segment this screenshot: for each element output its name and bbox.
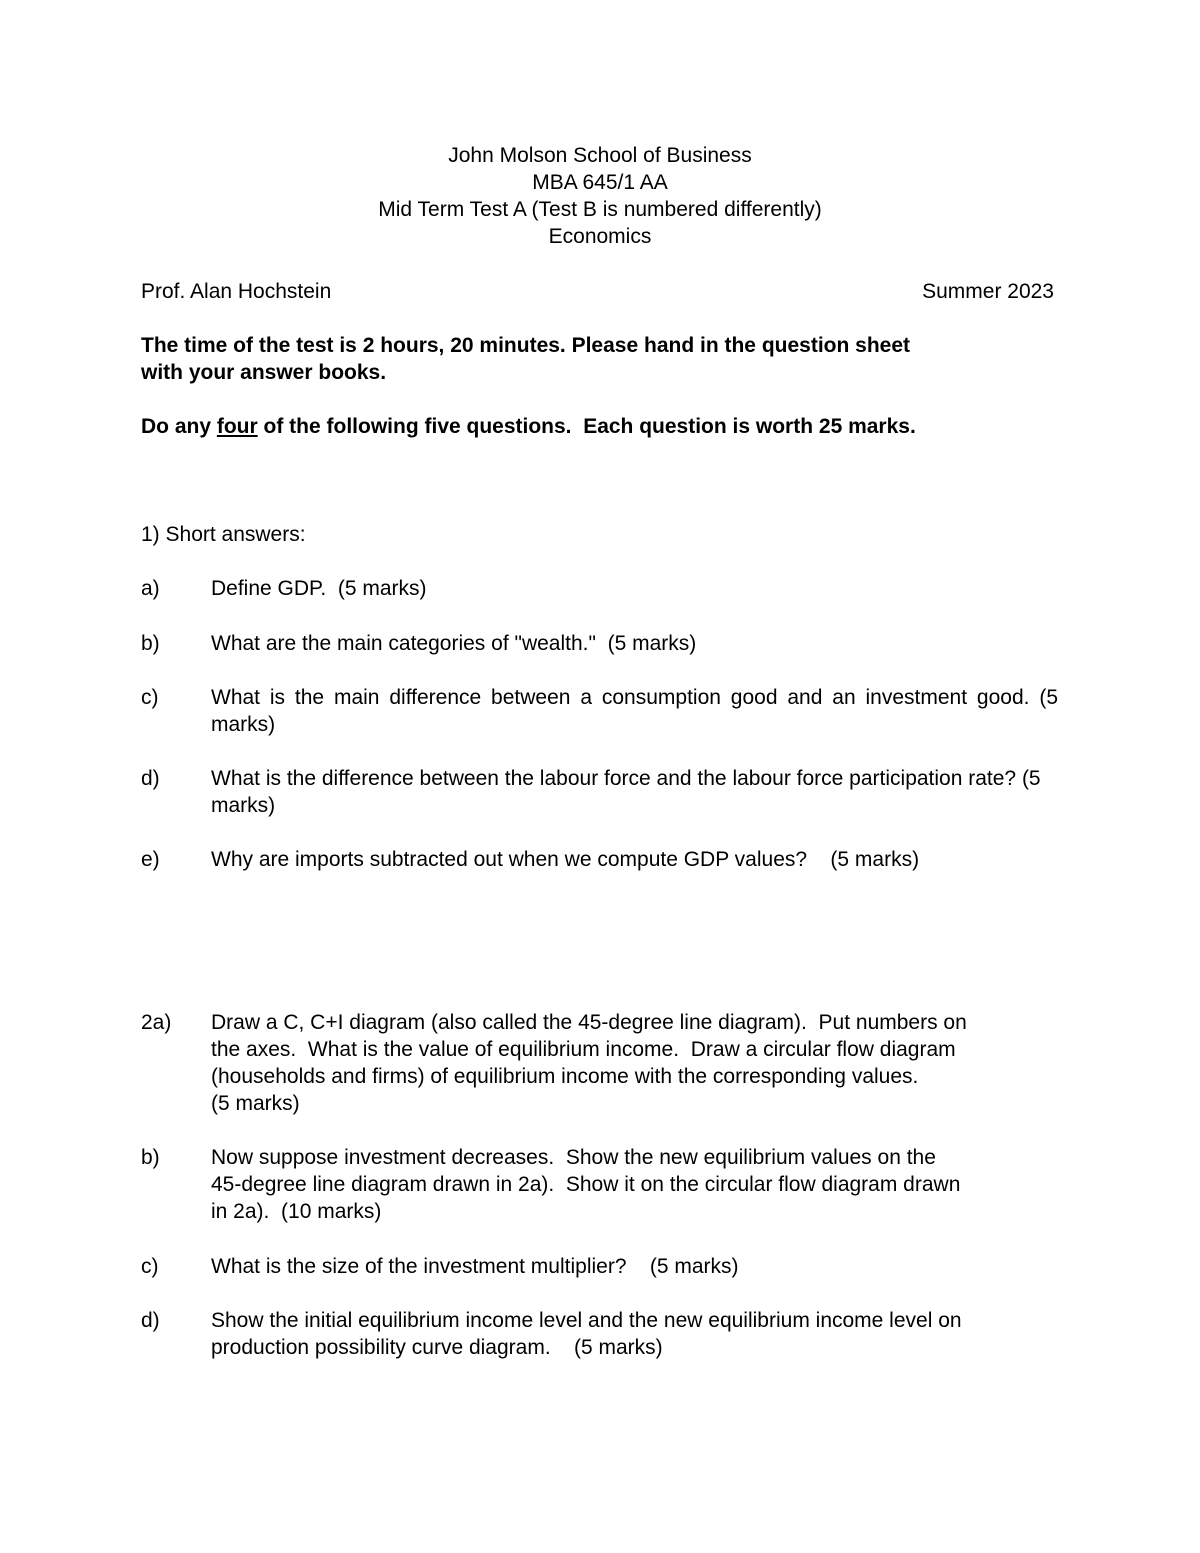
selection-emphasis: four xyxy=(216,415,258,438)
q1a-label: a) xyxy=(141,577,160,600)
q1e-label: e) xyxy=(141,848,160,871)
q2a-label: 2a) xyxy=(141,1011,172,1034)
q2d-text xyxy=(211,1307,1058,1361)
q1d-label: d) xyxy=(141,767,160,790)
q2d-line-2: production possibility curve diagram. (5 marks) xyxy=(211,1336,663,1359)
instructions-line-2: with your answer books. xyxy=(141,361,387,384)
q2d-line-1: Show the initial equilibrium income level and the new equilibrium income level on xyxy=(211,1309,962,1332)
q1b-label: b) xyxy=(141,632,160,655)
q2d-label: d) xyxy=(141,1309,160,1332)
school-name: John Molson School of Business xyxy=(448,144,752,167)
course-code: MBA 645/1 AA xyxy=(532,171,668,194)
q1c-label: c) xyxy=(141,686,159,709)
q1-heading: 1) Short answers: xyxy=(141,523,306,546)
q1b-text: What are the main categories of "wealth." (5 marks) xyxy=(211,632,697,655)
q2b-label: b) xyxy=(141,1146,160,1169)
selection-instruction xyxy=(141,413,916,440)
q2a-text xyxy=(211,1009,1058,1117)
selection-suffix: of the following five questions. Each question is worth 25 marks. xyxy=(257,415,916,438)
q2a-line-1: Draw a C, C+I diagram (also called the 45-degree line diagram). Put numbers on xyxy=(211,1011,967,1034)
q2b-line-1: Now suppose investment decreases. Show the new equilibrium values on the xyxy=(211,1146,936,1169)
instructions-line-1: The time of the test is 2 hours, 20 minutes. Please hand in the question sheet xyxy=(141,334,911,357)
q2a-line-2: the axes. What is the value of equilibrium income. Draw a circular flow diagram xyxy=(211,1038,956,1061)
q2c-text xyxy=(211,1253,1058,1280)
q2a-line-4: (5 marks) xyxy=(211,1092,300,1115)
professor-name: Prof. Alan Hochstein xyxy=(141,280,332,303)
q2c-line-1: What is the size of the investment multiplier? (5 marks) xyxy=(211,1255,739,1278)
q1d-text: What is the difference between the labour force and the labour force participation rate? (5 marks) xyxy=(211,767,1041,817)
q2a-line-3: (households and firms) of equilibrium income with the corresponding values. xyxy=(211,1065,919,1088)
q2b-line-3: in 2a). (10 marks) xyxy=(211,1200,382,1223)
selection-prefix: Do any xyxy=(141,415,217,438)
q2b-line-2: 45-degree line diagram drawn in 2a). Show it on the circular flow diagram drawn xyxy=(211,1173,961,1196)
test-title: Mid Term Test A (Test B is numbered differently) xyxy=(378,198,822,221)
q2c-label: c) xyxy=(141,1255,159,1278)
q1a-text: Define GDP. (5 marks) xyxy=(211,577,427,600)
subject-title: Economics xyxy=(548,225,652,248)
term: Summer 2023 xyxy=(922,280,1054,303)
q1c-text: What is the main difference between a consumption good and an investment good. (5 marks) xyxy=(211,686,1058,736)
q1e-text: Why are imports subtracted out when we compute GDP values? (5 marks) xyxy=(211,848,920,871)
q2b-text xyxy=(211,1144,1058,1225)
